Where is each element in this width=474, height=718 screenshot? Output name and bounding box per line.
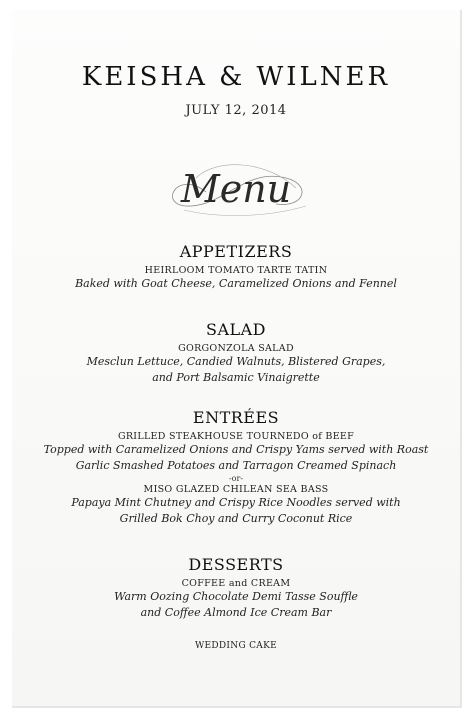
section-salad	[12, 320, 460, 386]
section-appetizers	[12, 242, 460, 292]
dish-description: and Coffee Almond Ice Cream Bar	[140, 606, 332, 619]
section-heading: ENTRÉES	[192, 408, 280, 427]
menu-title-text: Menu	[180, 167, 292, 211]
menu-title	[12, 148, 460, 232]
menu-flourish-graphic	[136, 148, 336, 232]
section-heading: DESSERTS	[188, 555, 284, 574]
dish-name: GORGONZOLA SALAD	[178, 343, 294, 354]
dish-name: COFFEE and CREAM	[181, 578, 291, 589]
or-divider: -or-	[228, 474, 244, 483]
menu-card	[12, 10, 462, 708]
event-date: JULY 12, 2014	[185, 103, 287, 118]
dish-description: Mesclun Lettuce, Candied Walnuts, Blistered Grapes,	[86, 355, 386, 368]
dish-description: and Port Balsamic Vinaigrette	[152, 371, 320, 384]
dish-name: HEIRLOOM TOMATO TARTE TATIN	[144, 265, 328, 276]
section-heading: APPETIZERS	[179, 242, 293, 261]
dish-description: Garlic Smashed Potatoes and Tarragon Creamed Spinach	[75, 459, 397, 472]
section-entrees	[12, 408, 460, 527]
section-heading: SALAD	[205, 320, 267, 339]
dish-description: Papaya Mint Chutney and Crispy Rice Noodles served with	[71, 496, 401, 509]
dish-description: Baked with Goat Cheese, Caramelized Onions and Fennel	[75, 277, 397, 290]
dish-name: GRILLED STEAKHOUSE TOURNEDO of BEEF	[117, 431, 355, 442]
dish-name: MISO GLAZED CHILEAN SEA BASS	[143, 484, 329, 495]
dish-description: Grilled Bok Choy and Curry Coconut Rice	[119, 512, 353, 525]
couple-names: KEISHA & WILNER	[81, 62, 391, 92]
section-desserts	[12, 555, 460, 621]
dish-description: Warm Oozing Chocolate Demi Tasse Souffle	[114, 590, 358, 603]
wedding-cake-line: WEDDING CAKE	[194, 641, 277, 651]
dish-description: Topped with Caramelized Onions and Crispy Yams served with Roast	[43, 443, 429, 456]
